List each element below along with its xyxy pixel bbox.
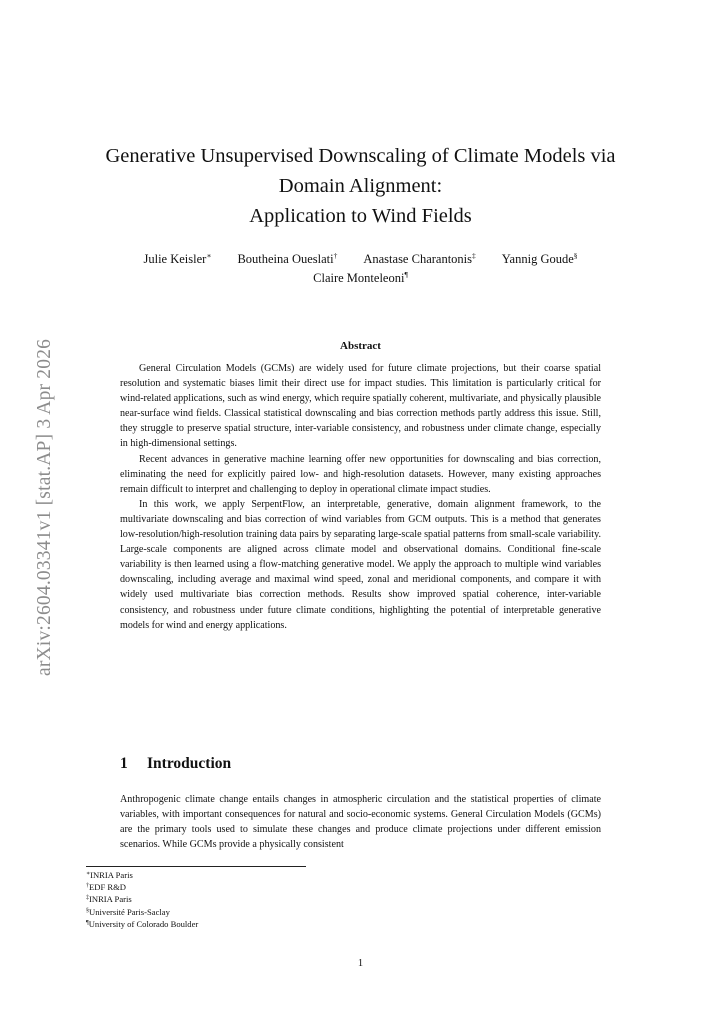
abstract-heading: Abstract: [340, 340, 381, 352]
arxiv-identifier: arXiv:2604.03341v1 [stat.AP] 3 Apr 2026: [34, 338, 55, 676]
title-line: Application to Wind Fields: [249, 205, 472, 227]
section-number: 1: [120, 755, 128, 772]
footnote-rule: [86, 866, 306, 867]
author: Anastase Charantonis‡: [363, 251, 476, 266]
abstract-body: [120, 361, 601, 633]
author: Yannig Goude§: [501, 251, 578, 266]
footnote: ¶University of Colorado Boulder: [86, 918, 199, 929]
introduction-body: [120, 792, 601, 852]
author: Julie Keisler∗: [143, 251, 212, 266]
abstract-paragraph: Recent advances in generative machine learning offer new opportunities for downscaling and bias correction, eliminating the need for explicitly paired low- and high-resolution datasets. However, many existing approaches remain difficult to interpret and challenging to deploy in operational climate impact studies.: [120, 453, 601, 495]
author: Boutheina Oueslati†: [237, 251, 338, 266]
page-number: 1: [357, 958, 364, 969]
title-line: Generative Unsupervised Downscaling of Climate Models via: [105, 145, 616, 167]
footnote: ∗INRIA Paris: [86, 870, 133, 880]
abstract-paragraph: General Circulation Models (GCMs) are widely used for future climate projections, but their coarse spatial resolution and systematic biases limit their direct use for impact studies. This limitation is particularly critical for wind-related applications, such as wind energy, which require spatially coherent, multivariate, and physically plausible near-surface wind fields. Classical statistical downscaling and bias correction methods partly address this issue. Still, they struggle to preserve spatial structure, inter-variable consistency, and robustness under climate change, especially in high-dimensional settings.: [120, 363, 601, 450]
abstract-paragraph: In this work, we apply SerpentFlow, an interpretable, generative, domain alignment framework, to the multivariate downscaling and bias correction of wind variables from GCM outputs. This is a method that generates low-resolution/high-resolution training data pairs by separating large-scale spatial patterns from small-scale variability. Large-scale components are aligned across climate model and observational domains. Conditional fine-scale variability is then learned using a flow-matching generative model. We apply the approach to multiple wind variables downscaling, including average and maximal wind speed, zonal and meridional components, and compare it with widely used multivariate bias correction methods. Results show improved spatial coherence, inter-variable consistency, and robustness under future climate conditions, highlighting the potential of interpretable generative models for wind and energy applications.: [120, 498, 601, 631]
body-paragraph: Anthropogenic climate change entails changes in atmospheric circulation and the statistical properties of climate variables, with important consequences for natural and socio-economic systems. General Circulation Models (GCMs) are the primary tools used to simulate these changes and produce climate projections under different emission scenarios. While GCMs provide a physically consistent: [120, 794, 601, 851]
footnote: §Université Paris-Saclay: [86, 906, 170, 917]
author-list: [80, 250, 641, 288]
section-heading: [120, 755, 231, 773]
title-line: Domain Alignment:: [278, 175, 443, 197]
footnotes: [86, 869, 198, 930]
footnote: †EDF R&D: [86, 882, 127, 893]
footnote: ‡INRIA Paris: [86, 894, 132, 905]
section-title: Introduction: [147, 755, 232, 772]
author: Claire Monteleoni¶: [313, 270, 408, 285]
paper-title: [80, 141, 641, 231]
